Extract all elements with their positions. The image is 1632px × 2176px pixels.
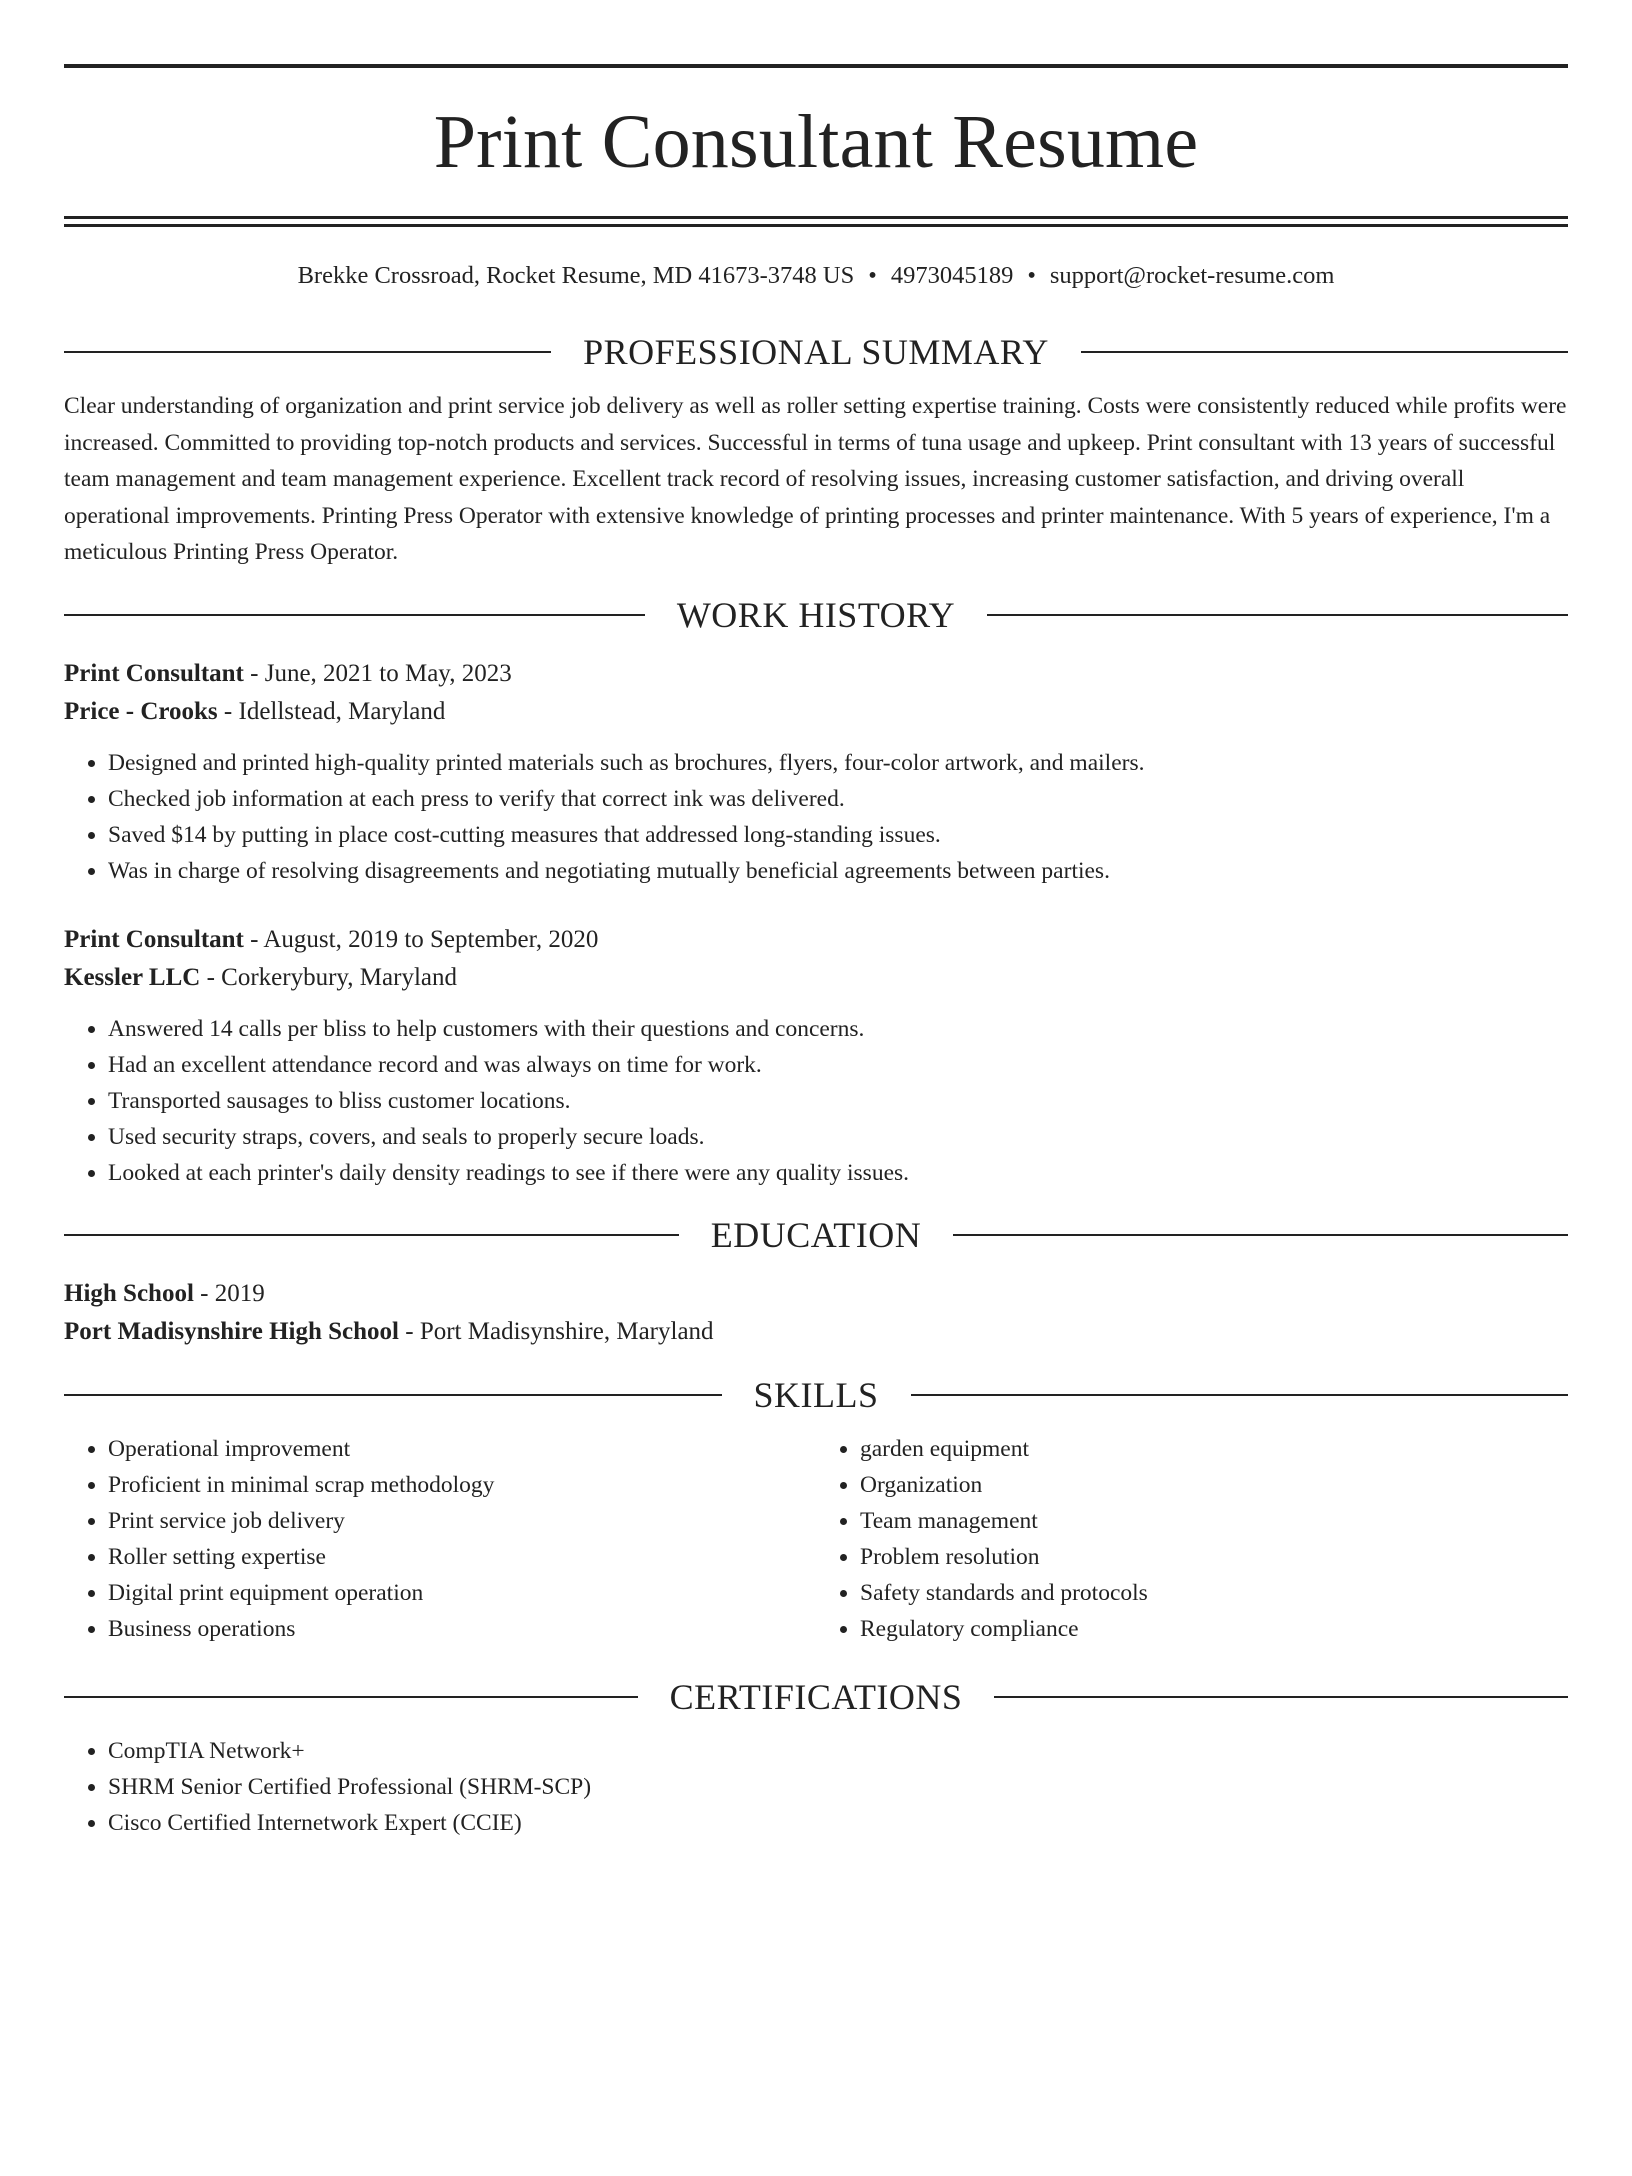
section-heading-summary (64, 328, 1568, 376)
list-item: • CompTIA Network+ (108, 1733, 1568, 1769)
job-company-line (64, 693, 1568, 731)
contact-line (64, 260, 1568, 292)
contact-separator: • (868, 262, 877, 289)
list-item: • Regulatory compliance (860, 1611, 1568, 1647)
education-degree: High School (64, 1279, 194, 1307)
job-title: Print Consultant (64, 659, 244, 687)
list-item: • Business operations (108, 1611, 816, 1647)
contact-separator: • (1027, 262, 1036, 289)
top-divider (64, 64, 1568, 68)
skills-list-left (64, 1431, 816, 1647)
education-school-line (64, 1313, 1568, 1351)
heading-rule (994, 1696, 1568, 1698)
heading-rule (64, 1234, 679, 1236)
list-item: • Checked job information at each press to verify that correct ink was delivered. (108, 781, 1568, 817)
education-location: - Port Madisynshire, Maryland (399, 1317, 714, 1345)
job-entry (64, 921, 1568, 1191)
certifications-list (64, 1733, 1568, 1841)
job-title-line (64, 655, 1568, 693)
title-double-divider (64, 216, 1568, 227)
education-year: - 2019 (193, 1279, 265, 1307)
section-title: EDUCATION (710, 1214, 922, 1255)
job-title: Print Consultant (64, 925, 244, 953)
list-item: • garden equipment (860, 1431, 1568, 1467)
section-heading-education (64, 1211, 1568, 1259)
education-entry (64, 1275, 1568, 1351)
skills-list-right (816, 1431, 1568, 1647)
list-item: • Safety standards and protocols (860, 1575, 1568, 1611)
contact-phone: 4973045189 (890, 262, 1014, 289)
list-item: • Used security straps, covers, and seals to properly secure loads. (108, 1119, 1568, 1155)
list-item: • Answered 14 calls per bliss to help customers with their questions and concerns. (108, 1011, 1568, 1047)
list-item: • Was in charge of resolving disagreements and negotiating mutually beneficial agreements between parties. (108, 853, 1568, 889)
job-title-line (64, 921, 1568, 959)
list-item: • Cisco Certified Internetwork Expert (CCIE) (108, 1805, 1568, 1841)
list-item: • Roller setting expertise (108, 1539, 816, 1575)
list-item: • Organization (860, 1467, 1568, 1503)
job-company: Price - Crooks (64, 697, 218, 725)
list-item: • SHRM Senior Certified Professional (SHRM-SCP) (108, 1769, 1568, 1805)
job-company-line (64, 959, 1568, 997)
page-title: Print Consultant Resume (433, 100, 1199, 184)
heading-rule (64, 1696, 638, 1698)
section-title: PROFESSIONAL SUMMARY (583, 332, 1049, 372)
job-dates: - June, 2021 to May, 2023 (243, 659, 512, 687)
section-title: SKILLS (753, 1374, 879, 1415)
education-school: Port Madisynshire High School (64, 1317, 399, 1345)
summary-paragraph: Clear understanding of organization and print service job delivery as well as roller setting expertise training. Costs were consistently reduced while profits were increased. Committed to providing top-notch products and services. Successful in terms of tuna usage and upkeep. Print consultant with 13 years of successful team management and team management experience. Excellent track record of resolving issues, increasing customer satisfaction, and driving overall operational improvements. Printing Press Operator with extensive knowledge of printing processes and printer maintenance. With 5 years of experience, I'm a meticulous Printing Press Operator. (64, 393, 1567, 565)
job-dates: - August, 2019 to September, 2020 (243, 925, 599, 953)
job-bullets (64, 1011, 1568, 1191)
list-item: • Proficient in minimal scrap methodology (108, 1467, 816, 1503)
heading-rule (64, 351, 551, 353)
job-entry (64, 655, 1568, 889)
list-item: • Team management (860, 1503, 1568, 1539)
heading-rule (953, 1234, 1568, 1236)
education-degree-line (64, 1275, 1568, 1313)
list-item: • Operational improvement (108, 1431, 816, 1467)
skills-columns (64, 1431, 1568, 1647)
heading-rule (1081, 351, 1568, 353)
list-item: • Saved $14 by putting in place cost-cutting measures that addressed long-standing issues. (108, 817, 1568, 853)
section-heading-certifications (64, 1673, 1568, 1721)
heading-rule (64, 614, 645, 616)
list-item: • Designed and printed high-quality printed materials such as brochures, flyers, four-color artwork, and mailers. (108, 745, 1568, 781)
section-title: CERTIFICATIONS (669, 1676, 963, 1717)
section-title: WORK HISTORY (676, 594, 956, 635)
list-item: • Problem resolution (860, 1539, 1568, 1575)
heading-rule (64, 1394, 722, 1396)
list-item: • Looked at each printer's daily density readings to see if there were any quality issues. (108, 1155, 1568, 1191)
heading-rule (987, 614, 1568, 616)
section-heading-skills (64, 1371, 1568, 1419)
list-item: • Transported sausages to bliss customer locations. (108, 1083, 1568, 1119)
job-bullets (64, 745, 1568, 889)
resume-page (0, 64, 1632, 2176)
job-location: - Idellstead, Maryland (217, 697, 446, 725)
list-item: • Digital print equipment operation (108, 1575, 816, 1611)
list-item: • Had an excellent attendance record and was always on time for work. (108, 1047, 1568, 1083)
contact-address: Brekke Crossroad, Rocket Resume, MD 41673-3748 US (297, 262, 855, 289)
section-heading-work-history (64, 591, 1568, 639)
contact-email: support@rocket-resume.com (1049, 262, 1335, 289)
heading-rule (911, 1394, 1569, 1396)
list-item: • Print service job delivery (108, 1503, 816, 1539)
job-company: Kessler LLC (64, 963, 201, 991)
job-location: - Corkerybury, Maryland (200, 963, 457, 991)
